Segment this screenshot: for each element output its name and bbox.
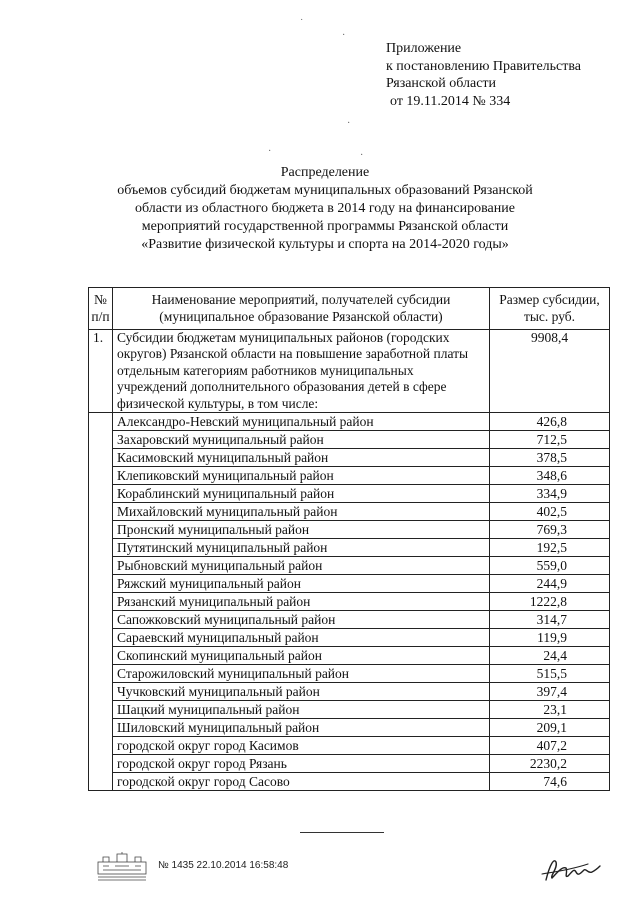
title-line: объемов субсидий бюджетам муниципальных образований Рязанской (117, 183, 533, 198)
district-amount: 334,9 (490, 485, 610, 503)
district-name: городской округ город Рязань (113, 755, 490, 773)
table-row (89, 773, 610, 791)
table-row (89, 737, 610, 755)
district-name: Путятинский муниципальный район (113, 539, 490, 557)
scan-speck: · (268, 146, 272, 157)
table-row (89, 413, 610, 431)
scan-speck: · (347, 118, 351, 129)
row-number-cell (89, 611, 113, 629)
row-number-cell (89, 467, 113, 485)
appendix-date-line: от 19.11.2014 № 334 (390, 93, 511, 109)
district-amount: 378,5 (490, 449, 610, 467)
subsidy-table (88, 287, 610, 791)
header-amount: Размер субсидии, тыс. руб. (490, 288, 610, 330)
district-amount: 244,9 (490, 575, 610, 593)
table-row (89, 755, 610, 773)
table-row (89, 539, 610, 557)
district-amount: 712,5 (490, 431, 610, 449)
row-number-cell (89, 755, 113, 773)
district-name: Касимовский муниципальный район (113, 449, 490, 467)
scan-speck: · (342, 30, 346, 41)
emblem-stamp-icon (95, 852, 149, 882)
district-name: Захаровский муниципальный район (113, 431, 490, 449)
table-row (89, 611, 610, 629)
table-row (89, 467, 610, 485)
main-row-amount: 9908,4 (490, 330, 610, 413)
row-number-cell (89, 557, 113, 575)
district-amount: 407,2 (490, 737, 610, 755)
table-header-row (89, 288, 610, 330)
row-number-cell (89, 683, 113, 701)
row-number-cell (89, 503, 113, 521)
district-amount: 74,6 (490, 773, 610, 791)
district-amount: 769,3 (490, 521, 610, 539)
district-amount: 192,5 (490, 539, 610, 557)
title-line: Распределение (280, 165, 370, 180)
district-rows (89, 413, 610, 791)
appendix-block (386, 40, 581, 110)
main-row-number: 1. (89, 330, 113, 413)
district-name: Рыбновский муниципальный район (113, 557, 490, 575)
scan-speck: ˙ (300, 18, 304, 29)
district-name: Александро-Невский муниципальный район (113, 413, 490, 431)
district-amount: 119,9 (490, 629, 610, 647)
district-name: Кораблинский муниципальный район (113, 485, 490, 503)
appendix-line: Приложение (386, 41, 462, 56)
row-number-cell (89, 575, 113, 593)
district-name: Чучковский муниципальный район (113, 683, 490, 701)
district-amount: 402,5 (490, 503, 610, 521)
table-row (89, 503, 610, 521)
row-number-cell (89, 701, 113, 719)
title-line: «Развитие физической культуры и спорта на 2014-2020 годы» (141, 237, 509, 252)
district-amount: 314,7 (490, 611, 610, 629)
header-name: Наименование мероприятий, получателей субсидии (муниципальное образование Рязанской области) (113, 288, 490, 330)
appendix-line: к постановлению Правительства (386, 58, 582, 74)
district-name: Сапожковский муниципальный район (113, 611, 490, 629)
district-name: городской округ город Касимов (113, 737, 490, 755)
row-number-cell (89, 449, 113, 467)
district-amount: 1222,8 (490, 593, 610, 611)
table-row-main (89, 330, 610, 413)
district-amount: 559,0 (490, 557, 610, 575)
row-number-cell (89, 485, 113, 503)
table-row (89, 719, 610, 737)
district-name: Шацкий муниципальный район (113, 701, 490, 719)
row-number-cell (89, 629, 113, 647)
row-number-cell (89, 719, 113, 737)
registration-stamp: № 1435 22.10.2014 16:58:48 (158, 860, 289, 871)
scan-speck: · (360, 150, 364, 161)
table-row (89, 683, 610, 701)
district-name: Михайловский муниципальный район (113, 503, 490, 521)
district-amount: 24,4 (490, 647, 610, 665)
district-name: Рязанский муниципальный район (113, 593, 490, 611)
title-line: области из областного бюджета в 2014 году на финансирование (135, 201, 515, 216)
district-amount: 426,8 (490, 413, 610, 431)
title-line: мероприятий государственной программы Рязанской области (141, 219, 509, 234)
table-row (89, 521, 610, 539)
row-number-cell (89, 647, 113, 665)
table-row (89, 485, 610, 503)
district-name: Сараевский муниципальный район (113, 629, 490, 647)
appendix-line: Рязанской области (386, 76, 497, 91)
row-number-cell (89, 773, 113, 791)
table-row (89, 575, 610, 593)
table-row (89, 449, 610, 467)
row-number-cell (89, 593, 113, 611)
table-row (89, 665, 610, 683)
row-number-cell (89, 431, 113, 449)
table-row (89, 647, 610, 665)
table-row (89, 557, 610, 575)
signature-line (300, 832, 384, 833)
table-row (89, 701, 610, 719)
district-name: Клепиковский муниципальный район (113, 467, 490, 485)
district-name: Старожиловский муниципальный район (113, 665, 490, 683)
district-amount: 209,1 (490, 719, 610, 737)
row-number-cell (89, 413, 113, 431)
district-amount: 515,5 (490, 665, 610, 683)
row-number-cell (89, 539, 113, 557)
district-amount: 2230,2 (490, 755, 610, 773)
district-name: городской округ город Сасово (113, 773, 490, 791)
row-number-cell (89, 665, 113, 683)
district-name: Шиловский муниципальный район (113, 719, 490, 737)
district-amount: 23,1 (490, 701, 610, 719)
row-number-cell (89, 521, 113, 539)
document-title (90, 164, 560, 254)
district-amount: 397,4 (490, 683, 610, 701)
table-row (89, 431, 610, 449)
district-name: Скопинский муниципальный район (113, 647, 490, 665)
row-number-cell (89, 737, 113, 755)
district-name: Пронский муниципальный район (113, 521, 490, 539)
signature-icon (540, 854, 602, 886)
district-name: Ряжский муниципальный район (113, 575, 490, 593)
main-row-name: Субсидии бюджетам муниципальных районов (городских округов) Рязанской области на повышение заработной платы отдельным категориям работников муниципальных учреждений дополнительного образования детей в сфере физической культуры, в том числе: (113, 330, 490, 413)
table-row (89, 629, 610, 647)
table-row (89, 593, 610, 611)
district-amount: 348,6 (490, 467, 610, 485)
header-number: № п/п (89, 288, 113, 330)
